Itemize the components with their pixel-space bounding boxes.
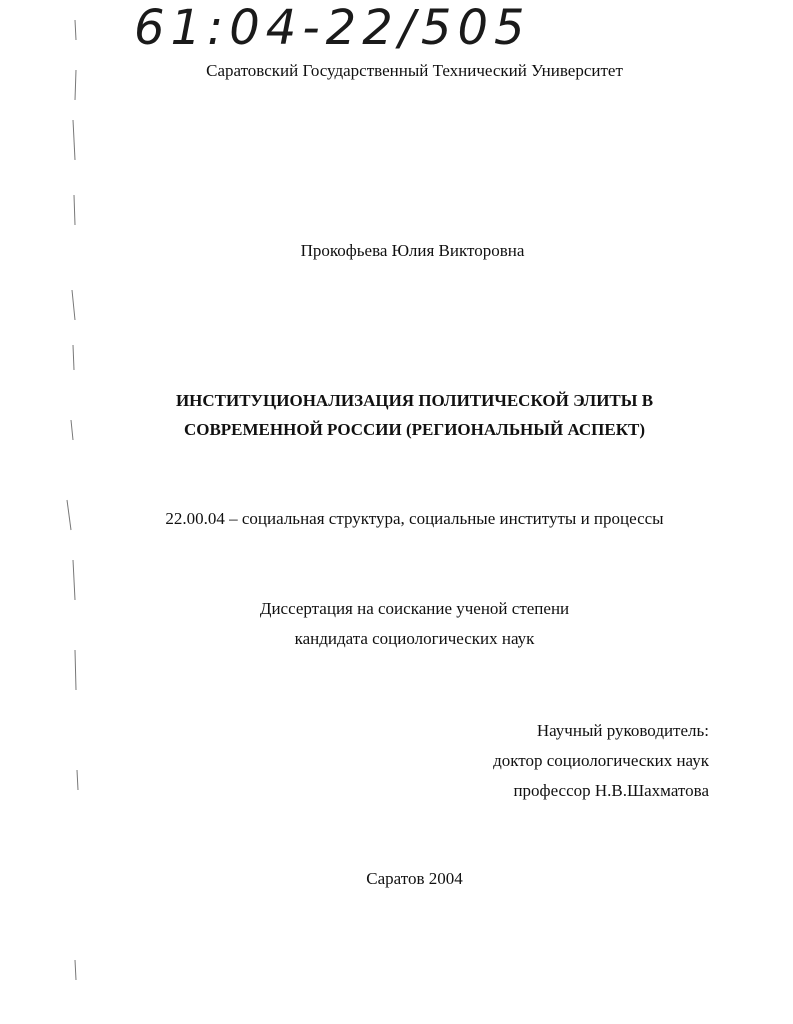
supervisor-label: Научный руководитель: [536,721,709,740]
city-year: Саратов 2004 [366,869,463,888]
university-name: Саратовский Государственный Технический Университет [206,61,623,80]
supervisor-name: профессор Н.В.Шахматова [513,781,709,800]
specialty-code: 22.00.04 – социальная структура, социальные институты и процессы [165,509,664,528]
handwritten-code-text: 61:04-22/505 [134,0,531,52]
supervisor-degree: доктор социологических наук [493,751,709,770]
degree-statement-line-1: Диссертация на соискание ученой степени [259,599,570,618]
dissertation-title-line-2: СОВРЕМЕННОЙ РОССИИ (РЕГИОНАЛЬНЫЙ АСПЕКТ) [183,420,646,439]
handwritten-catalog-code [134,0,554,52]
degree-statement-line-2: кандидата социологических наук [294,629,535,648]
dissertation-title-line-1: ИНСТИТУЦИОНАЛИЗАЦИЯ ПОЛИТИЧЕСКОЙ ЭЛИТЫ В [175,391,654,410]
supervisor-block [493,716,709,806]
author-name: Прокофьева Юлия Викторовна [300,241,525,260]
